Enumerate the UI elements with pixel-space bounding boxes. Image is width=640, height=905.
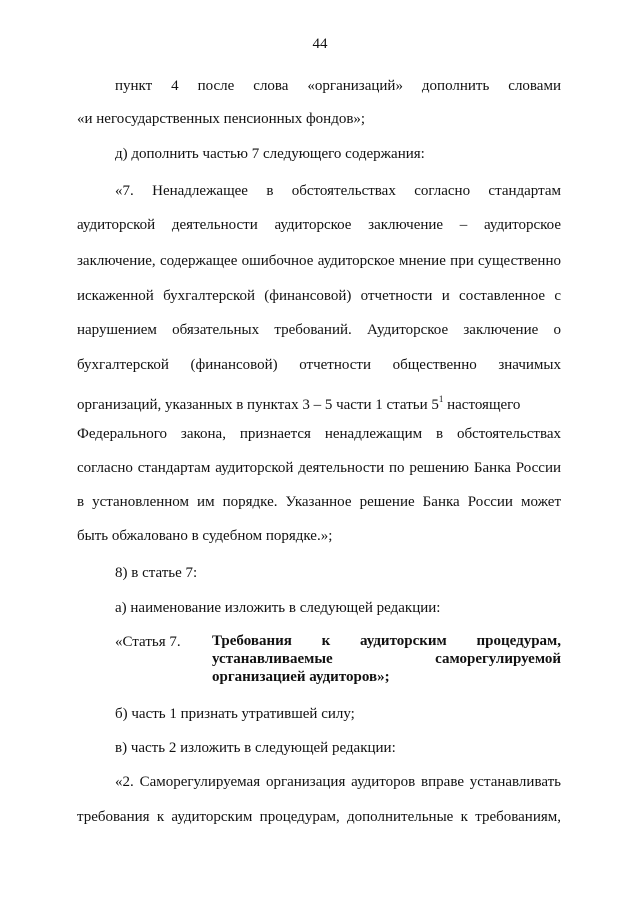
line-text: организаций, указанных в пунктах 3 – 5 части 1 статьи 5	[77, 397, 439, 413]
article-title-line: устанавливаемые саморегулируемой	[212, 651, 561, 667]
paragraph-line: аудиторской деятельности аудиторское заключение – аудиторское	[77, 217, 561, 233]
superscript: 1	[438, 394, 444, 404]
line-text: настоящего	[443, 397, 521, 413]
paragraph-line: нарушением обязательных требований. Аудиторское заключение о	[77, 322, 561, 338]
paragraph-line: согласно стандартам аудиторской деятельности по решению Банка России	[77, 460, 561, 476]
page-number: 44	[312, 36, 328, 52]
paragraph-line: Федерального закона, признается ненадлежащим в обстоятельствах	[77, 426, 561, 442]
paragraph-line: б) часть 1 признать утратившей силу;	[115, 706, 355, 722]
paragraph-line: «7. Ненадлежащее в обстоятельствах согласно стандартам	[115, 183, 561, 199]
paragraph-line: в) часть 2 изложить в следующей редакции:	[115, 740, 396, 756]
paragraph-line: искаженной бухгалтерской (финансовой) отчетности и составленное с	[77, 288, 561, 304]
article-number: «Статья 7.	[115, 634, 181, 650]
paragraph-line: «2. Саморегулируемая организация аудиторов вправе устанавливать	[115, 774, 561, 790]
paragraph-line: бухгалтерской (финансовой) отчетности общественно значимых	[77, 357, 561, 373]
article-title-line: организацией аудиторов»;	[212, 669, 390, 685]
paragraph-line: д) дополнить частью 7 следующего содержания:	[115, 146, 425, 162]
paragraph-line: в установленном им порядке. Указанное решение Банка России может	[77, 494, 561, 510]
paragraph-line: «и негосударственных пенсионных фондов»;	[77, 111, 366, 127]
paragraph-line: 8) в статье 7:	[115, 565, 198, 581]
paragraph-line: быть обжаловано в судебном порядке.»;	[77, 528, 333, 544]
paragraph-line	[77, 389, 561, 415]
paragraph-line: заключение, содержащее ошибочное аудиторское мнение при существенно	[77, 253, 561, 269]
article-title-line: Требования к аудиторским процедурам,	[212, 633, 561, 649]
article-title	[212, 632, 561, 686]
paragraph-line: пункт 4 после слова «организаций» дополнить словами	[115, 78, 561, 94]
paragraph-line: требования к аудиторским процедурам, дополнительные к требованиям,	[77, 809, 561, 825]
paragraph-line: а) наименование изложить в следующей редакции:	[115, 600, 441, 616]
